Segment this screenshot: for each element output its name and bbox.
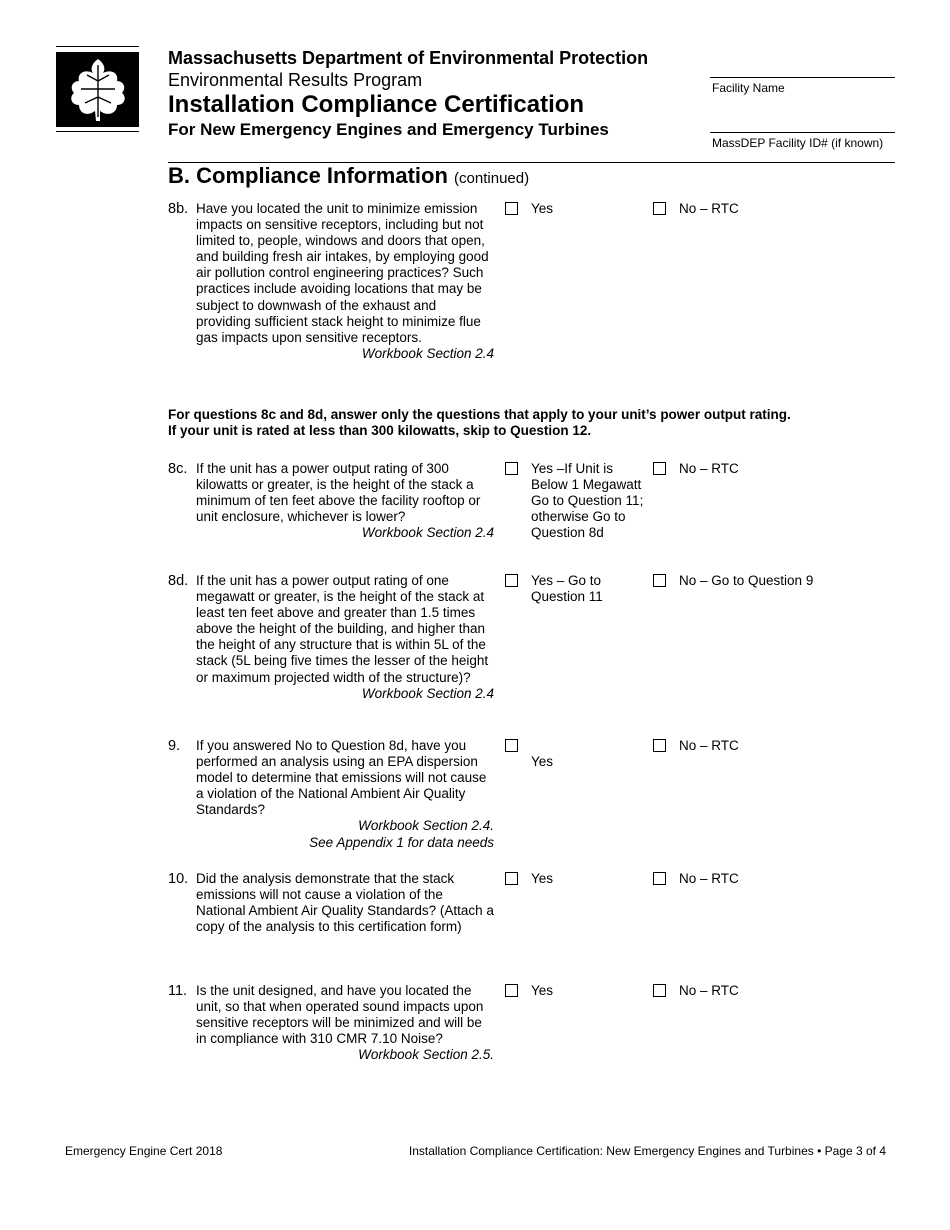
yes-checkbox[interactable] xyxy=(505,739,518,752)
no-checkbox[interactable] xyxy=(653,574,666,587)
no-label: No – RTC xyxy=(679,871,739,886)
instruction-line-2: If your unit is rated at less than 300 kilowatts, skip to Question 12. xyxy=(168,423,592,438)
document-header xyxy=(168,48,648,141)
yes-label: Yes xyxy=(531,754,554,769)
section-title-text: B. Compliance Information xyxy=(168,163,448,188)
workbook-reference: Workbook Section 2.5. xyxy=(358,1047,494,1063)
footer-form-id: Emergency Engine Cert 2018 xyxy=(65,1144,223,1158)
question-number: 8d. xyxy=(168,573,189,589)
facility-name-label: Facility Name xyxy=(712,81,785,95)
no-option xyxy=(653,201,739,217)
yes-checkbox[interactable] xyxy=(505,462,518,475)
massdep-logo xyxy=(56,46,139,132)
no-checkbox[interactable] xyxy=(653,202,666,215)
question-text-wrap xyxy=(196,983,494,1063)
yes-label: Yes xyxy=(531,871,554,886)
yes-option xyxy=(505,201,651,217)
no-checkbox[interactable] xyxy=(653,984,666,997)
yes-checkbox[interactable] xyxy=(505,574,518,587)
yes-label: Yes xyxy=(531,983,554,998)
no-checkbox[interactable] xyxy=(653,739,666,752)
no-label: No – RTC xyxy=(679,461,739,476)
no-label: No – RTC xyxy=(679,201,739,216)
footer-page-info: Installation Compliance Certification: New Emergency Engines and Turbines • Page 3 of 4 xyxy=(408,1144,886,1158)
question-text-wrap xyxy=(196,738,494,851)
facility-name-field[interactable] xyxy=(710,77,895,95)
no-option xyxy=(653,871,739,887)
question-number: 8b. xyxy=(168,201,189,217)
yes-option xyxy=(505,871,651,887)
oak-leaf-icon xyxy=(56,52,139,127)
facility-id-field[interactable] xyxy=(710,132,895,150)
workbook-reference: Workbook Section 2.4 xyxy=(361,685,494,701)
question-text: Have you located the unit to minimize emission impacts on sensitive receptors, including but not limited to, people, windows and doors that open, and building fresh air intakes, by employing good air pollution control engineering practices? Such practices include avoiding locations that may be subject to downwash of the exhaust and providing sufficient stack height to minimize flue gas impacts upon sensitive receptors. xyxy=(196,201,489,345)
no-option xyxy=(653,461,739,477)
yes-option xyxy=(505,461,651,541)
program-name: Environmental Results Program xyxy=(168,70,423,90)
yes-option xyxy=(505,983,651,999)
question-number: 9. xyxy=(168,738,181,754)
workbook-reference: Workbook Section 2.4 xyxy=(361,525,494,541)
no-label: No – RTC xyxy=(679,983,739,998)
question-number: 8c. xyxy=(168,461,188,477)
question-number: 10. xyxy=(168,871,189,887)
instruction-line-1: For questions 8c and 8d, answer only the questions that apply to your unit’s power output rating. xyxy=(168,407,791,422)
question-text: Did the analysis demonstrate that the stack emissions will not cause a violation of the National Ambient Air Quality Standards? (Attach a copy of the analysis to this certification form) xyxy=(196,871,494,935)
no-label: No – Go to Question 9 xyxy=(679,573,814,588)
question-number: 11. xyxy=(168,983,188,999)
yes-checkbox[interactable] xyxy=(505,872,518,885)
workbook-reference: Workbook Section 2.4. xyxy=(358,818,494,834)
question-text: If you answered No to Question 8d, have you performed an analysis using an EPA dispersion model to determine that emissions will not cause a violation of the National Ambient Air Quality Standards? xyxy=(196,738,487,818)
question-text: If the unit has a power output rating of one megawatt or greater, is the height of the stack at least ten feet above and greater than 1.5 times above the height of the building, and higher than the height of any structure that is within 5L of the stack (5L being five times the lesser of the height or maximum projected width of the structure)? xyxy=(196,573,489,685)
yes-option xyxy=(505,738,651,770)
form-subtitle: For New Emergency Engines and Emergency Turbines xyxy=(168,120,609,139)
question-text-wrap xyxy=(196,871,494,935)
section-continued: (continued) xyxy=(454,170,530,187)
agency-name: Massachusetts Department of Environmental Protection xyxy=(168,48,649,68)
no-option xyxy=(653,573,813,589)
no-checkbox[interactable] xyxy=(653,462,666,475)
yes-checkbox[interactable] xyxy=(505,984,518,997)
yes-label: Yes –If Unit is Below 1 Megawatt Go to Question 11; otherwise Go to Question 8d xyxy=(531,461,644,541)
section-title xyxy=(168,163,529,189)
form-title: Installation Compliance Certification xyxy=(168,91,585,118)
no-label: No – RTC xyxy=(679,738,739,753)
yes-option xyxy=(505,573,621,605)
no-option xyxy=(653,738,739,754)
appendix-reference: See Appendix 1 for data needs xyxy=(309,834,494,850)
workbook-reference: Workbook Section 2.4 xyxy=(361,345,494,361)
yes-label: Yes – Go to Question 11 xyxy=(531,573,603,605)
instruction-note xyxy=(168,407,895,439)
no-checkbox[interactable] xyxy=(653,872,666,885)
question-text-wrap xyxy=(196,201,494,362)
facility-id-label: MassDEP Facility ID# (if known) xyxy=(712,136,884,150)
question-text-wrap xyxy=(196,573,494,702)
yes-checkbox[interactable] xyxy=(505,202,518,215)
question-text-wrap xyxy=(196,461,494,541)
question-text: Is the unit designed, and have you located the unit, so that when operated sound impacts upon sensitive receptors will be minimized and will be in compliance with 310 CMR 7.10 Noise? xyxy=(196,983,484,1047)
question-text: If the unit has a power output rating of 300 kilowatts or greater, is the height of the stack a minimum of ten feet above the facility rooftop or unit enclosure, whichever is lower? xyxy=(196,461,481,525)
no-option xyxy=(653,983,739,999)
yes-label: Yes xyxy=(531,201,554,216)
